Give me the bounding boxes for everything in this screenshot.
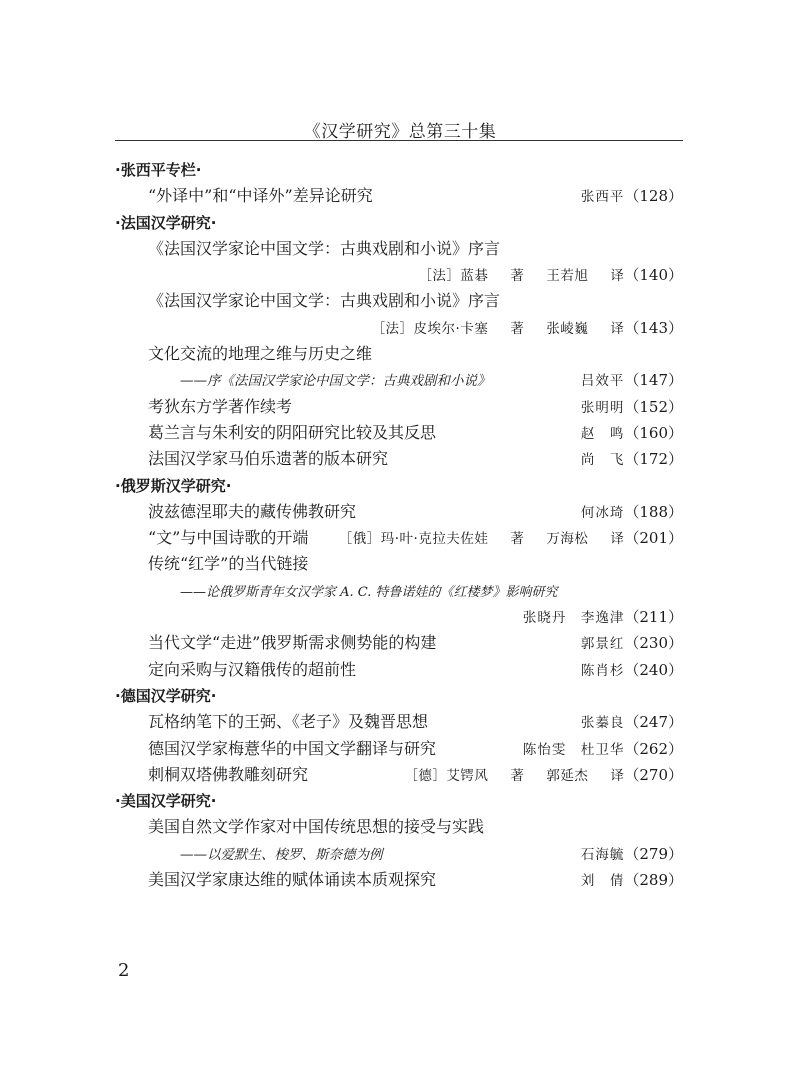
entry-title: 美国汉学家康达维的赋体诵读本质观探究	[148, 870, 437, 890]
toc-entry[interactable]	[115, 736, 683, 762]
entry-author: 赵 鸣	[580, 425, 625, 442]
entry-title: 《法国汉学家论中国文学：古典戏剧和小说》序言	[148, 238, 501, 258]
entry-title: 波兹德涅耶夫的藏传佛教研究	[148, 501, 357, 521]
entry-translator: 张崚巍	[546, 320, 589, 337]
entry-title: 考狄东方学著作续考	[148, 396, 293, 416]
entry-credit-role: 著	[510, 531, 525, 548]
entry-subtitle: ——以爱默生、梭罗、斯奈德为例	[180, 846, 383, 863]
section-heading: ·法国汉学研究·	[115, 213, 217, 232]
entry-page: （143）	[624, 318, 683, 337]
entry-subtitle: ——论俄罗斯青年女汉学家 A. C. 特鲁诺娃的《红楼梦》影响研究	[180, 584, 558, 600]
toc-entry-subtitle-line	[115, 367, 683, 393]
toc-entry[interactable]	[115, 525, 683, 551]
entry-credit-prefix: ［德］艾锷风	[404, 767, 489, 784]
section-heading: ·德国汉学研究·	[115, 686, 217, 705]
entry-page: （279）	[624, 844, 683, 863]
entry-title: 葛兰言与朱利安的阴阳研究比较及其反思	[148, 422, 437, 442]
toc-entry[interactable]	[115, 630, 683, 656]
entry-author: 刘 倩	[580, 873, 625, 890]
toc-entry-subtitle-line	[115, 841, 683, 867]
entry-title: 瓦格纳笔下的王弼、《老子》及魏晋思想	[148, 712, 429, 732]
entry-title: 美国自然文学作家对中国传统思想的接受与实践	[148, 817, 485, 837]
section-heading: ·张西平专栏·	[115, 161, 202, 179]
toc-entry[interactable]	[115, 867, 683, 893]
entry-author: 张西平	[580, 189, 625, 206]
entry-author: 陈怡雯 杜卫华	[522, 741, 625, 758]
entry-author: 郭景红	[580, 636, 625, 653]
entry-page: （211）	[624, 608, 683, 627]
entry-author: 尚 飞	[580, 452, 625, 469]
section-heading: ·俄罗斯汉学研究·	[115, 476, 232, 495]
entry-title: “文”与中国诗歌的开端	[148, 528, 309, 548]
entry-translator: 万海松	[546, 531, 589, 548]
entry-credit-suffix: 译	[610, 531, 625, 548]
entry-subtitle: ——序《法国汉学家论中国文学：古典戏剧和小说》	[180, 373, 491, 390]
entry-page: （240）	[624, 660, 683, 679]
entry-credit-prefix: ［法］蓝碁	[418, 268, 489, 285]
toc-entry-title-line[interactable]	[115, 814, 683, 840]
entry-credit-suffix: 译	[610, 268, 625, 285]
entry-title: 德国汉学家梅薏华的中国文学翻译与研究	[148, 738, 437, 758]
entry-title: 刺桐双塔佛教雕刻研究	[148, 764, 309, 784]
entry-page: （289）	[624, 871, 683, 890]
entry-page: （172）	[624, 450, 683, 469]
entry-author: 何冰琦	[580, 504, 625, 521]
entry-author: 石海毓	[580, 846, 625, 863]
toc-entry-subtitle-line	[115, 578, 683, 604]
entry-translator: 王若旭	[546, 268, 589, 285]
entry-page: （270）	[624, 765, 683, 784]
entry-author: 陈肖杉	[580, 662, 625, 679]
toc-entry[interactable]	[115, 394, 683, 420]
toc-entry-title-line[interactable]	[115, 551, 683, 577]
page-number: 2	[118, 960, 130, 981]
toc-entry-author-line	[115, 604, 683, 630]
entry-title: 文化交流的地理之维与历史之维	[148, 344, 373, 364]
toc-list	[115, 157, 683, 893]
entry-author: 张明明	[580, 399, 625, 416]
entry-page: （140）	[624, 266, 683, 285]
entry-credit-role: 著	[510, 268, 525, 285]
header-rule	[115, 140, 683, 141]
entry-title: 当代文学“走进”俄罗斯需求侧势能的构建	[148, 633, 437, 653]
entry-page: （160）	[624, 423, 683, 442]
entry-credit-role: 著	[510, 320, 525, 337]
section-heading: ·美国汉学研究·	[115, 792, 217, 811]
entry-title: 《法国汉学家论中国文学：古典戏剧和小说》序言	[148, 291, 501, 311]
entry-credit-prefix: ［俄］玛·叶·克拉夫佐娃	[338, 531, 489, 548]
toc-entry-credit-line	[115, 262, 683, 288]
toc-entry[interactable]	[115, 657, 683, 683]
entry-page: （147）	[624, 371, 683, 390]
entry-page: （201）	[624, 529, 683, 548]
running-header: 《汉学研究》总第三十集	[303, 122, 497, 142]
entry-translator: 郭延杰	[546, 767, 589, 784]
toc-entry[interactable]	[115, 446, 683, 472]
toc-entry-credit-line	[115, 315, 683, 341]
entry-author: 吕效平	[580, 373, 625, 390]
entry-credit-suffix: 译	[610, 767, 625, 784]
entry-page: （230）	[624, 634, 683, 653]
toc-entry[interactable]	[115, 762, 683, 788]
entry-author: 张蓁良	[580, 715, 625, 732]
entry-page: （152）	[624, 397, 683, 416]
entry-credit-role: 著	[510, 767, 525, 784]
entry-title: “外译中”和“中译外”差异论研究	[148, 186, 373, 206]
toc-entry[interactable]	[115, 183, 683, 209]
entry-title: 传统“红学”的当代链接	[148, 554, 309, 574]
toc-entry-title-line[interactable]	[115, 288, 683, 314]
entry-page: （247）	[624, 713, 683, 732]
entry-title: 定向采购与汉籍俄传的超前性	[148, 659, 357, 679]
entry-title: 法国汉学家马伯乐遗著的版本研究	[148, 449, 389, 469]
entry-page: （128）	[624, 187, 683, 206]
entry-author: 张晓丹 李逸津	[522, 610, 625, 627]
entry-credit-suffix: 译	[610, 320, 625, 337]
entry-credit-prefix: ［法］皮埃尔·卡塞	[371, 320, 489, 337]
toc-entry[interactable]	[115, 499, 683, 525]
toc-entry-title-line[interactable]	[115, 341, 683, 367]
entry-page: （188）	[624, 502, 683, 521]
entry-page: （262）	[624, 739, 683, 758]
toc-entry[interactable]	[115, 420, 683, 446]
toc-entry[interactable]	[115, 709, 683, 735]
toc-entry-title-line[interactable]	[115, 236, 683, 262]
